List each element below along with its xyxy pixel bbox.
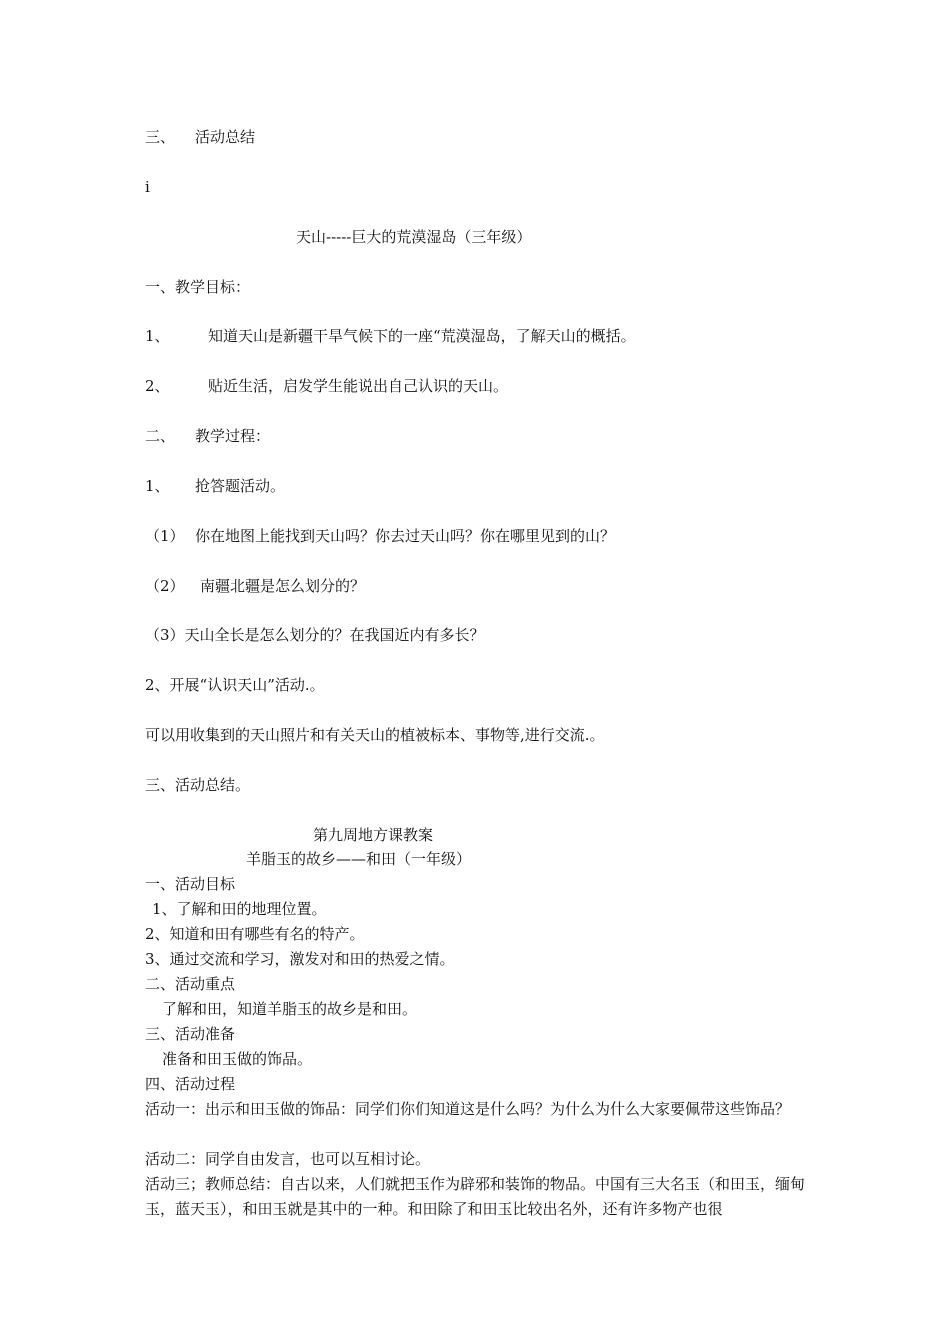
goal-item: 2、知道和田有哪些有名的特产。: [145, 925, 365, 943]
step-description: 可以用收集到的天山照片和有关天山的植被标本、事物等,进行交流.。: [145, 726, 605, 744]
week-title: 第九周地方课教案: [313, 826, 434, 844]
goal-item: 3、通过交流和学习，激发对和田的热爱之情。: [145, 950, 455, 968]
goal-item: [145, 376, 508, 396]
goal-item: 1、了解和田的地理位置。: [152, 900, 327, 918]
question-text: 你在地图上能找到天山吗？你去过天山吗？你在哪里见到的山？: [195, 527, 616, 545]
question-item: [145, 576, 365, 596]
activity-paragraph: 活动二：同学自由发言，也可以互相讨论。: [145, 1150, 431, 1168]
question-number: （1）: [145, 527, 185, 545]
question-text: 南疆北疆是怎么划分的？: [200, 577, 366, 595]
process-text: 教学过程：: [195, 427, 271, 445]
goal-heading: 一、教学目标：: [145, 278, 251, 296]
step-number: 1、: [145, 477, 170, 495]
prep-heading: 三、活动准备: [145, 1025, 236, 1043]
lesson-title: 天山-----巨大的荒漠湿岛（三年级）: [296, 228, 532, 246]
question-item: [145, 526, 615, 546]
activity-paragraph: 活动一：出示和田玉做的饰品：同学们你们知道这是什么吗？为什么为什么大家要佩带这些饰品？: [145, 1100, 791, 1118]
process-number: 二、: [145, 427, 176, 445]
lesson-title: 羊脂玉的故乡——和田（一年级）: [246, 850, 472, 868]
step-text: 抢答题活动。: [195, 477, 286, 495]
stray-character: i: [145, 178, 150, 196]
summary-heading: 三、活动总结。: [145, 776, 251, 794]
focus-heading: 二、活动重点: [145, 975, 236, 993]
question-number: （2）: [145, 577, 185, 595]
section-text: 活动总结: [195, 128, 256, 146]
process-heading: [145, 426, 270, 446]
step-item: 2、开展“认识天山”活动.。: [145, 676, 325, 694]
question-item: （3）天山全长是怎么划分的？在我国近内有多长？: [145, 626, 485, 644]
goal-number: 2、: [145, 377, 170, 395]
goal-text: 知道天山是新疆干旱气候下的一座“荒漠湿岛，了解天山的概括。: [208, 327, 636, 345]
section-number: 三、: [145, 128, 176, 146]
goal-text: 贴近生活，启发学生能说出自己认识的天山。: [208, 377, 509, 395]
step-item: [145, 476, 285, 496]
process-heading: 四、活动过程: [145, 1075, 236, 1093]
goal-item: [145, 326, 636, 346]
focus-text: 了解和田，知道羊脂玉的故乡是和田。: [162, 1000, 418, 1018]
goal-heading: 一、活动目标: [145, 875, 236, 893]
goal-number: 1、: [145, 327, 170, 345]
activity-paragraph: 活动三；教师总结：自古以来，人们就把玉作为辟邪和装饰的物品。中国有三大名玉（和田玉，缅甸玉，蓝天玉），和田玉就是其中的一种。和田除了和田玉比较出名外，还有许多物产也很: [145, 1175, 806, 1218]
section-heading: [145, 127, 255, 147]
prep-text: 准备和田玉做的饰品。: [162, 1050, 313, 1068]
